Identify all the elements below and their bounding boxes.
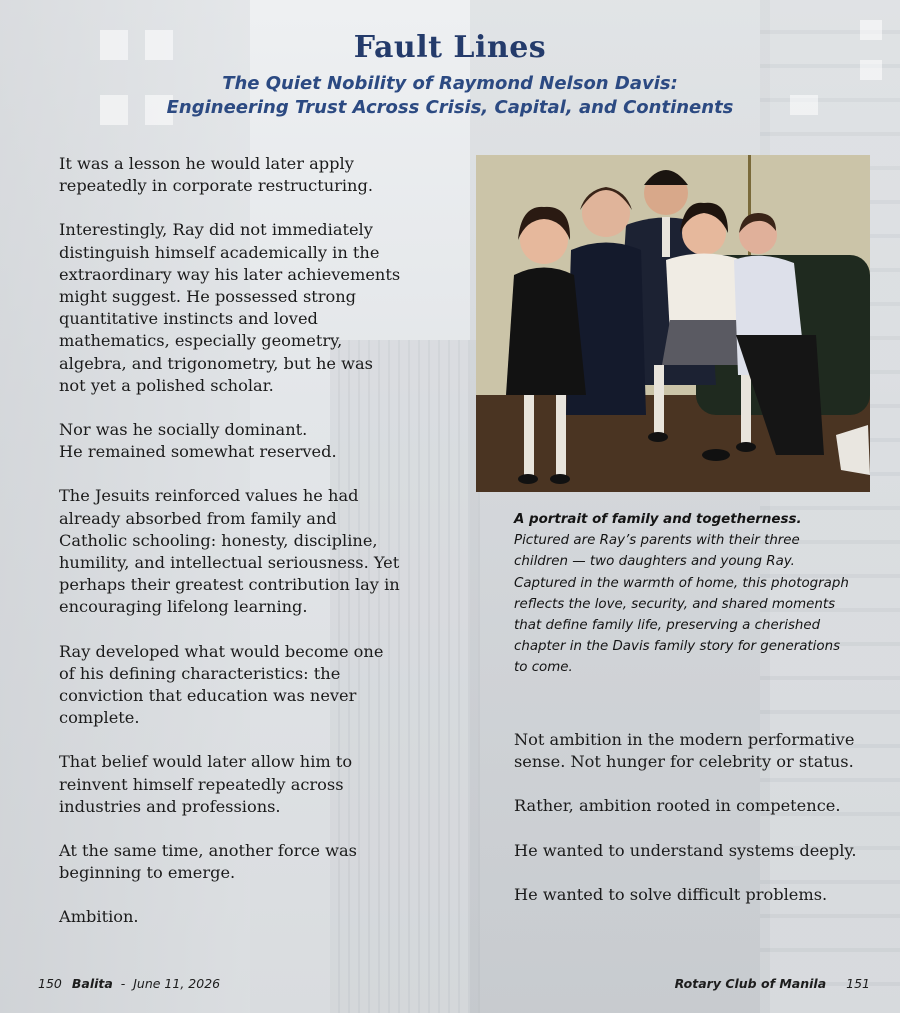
paragraph: At the same time, another force was beginning to emerge. [59,841,357,883]
subtitle-line-2: Engineering Trust Across Crisis, Capital, and Continents [166,97,734,118]
paragraph [59,419,404,463]
footer-left [38,976,220,991]
caption-title: A portrait of family and togetherness. [514,512,802,527]
paragraph-line: Nor was he socially dominant. [59,420,308,440]
left-column [59,153,404,951]
paragraph: He wanted to solve difficult problems. [514,884,828,904]
paragraph: Ray developed what would become one of his defining characteristics: the conviction that education was never complete. [59,641,384,728]
paragraph: The Jesuits reinforced values he had already absorbed from family and Catholic schooling: honesty, discipline, humility, and intellectual seriousness. Yet perhaps their greatest contribution lay in encouraging lifelong learning. [59,486,400,617]
left-page-number: 150 [38,976,62,991]
caption-body: Pictured are Ray’s parents with their three children — two daughters and young Ray. Captured in the warmth of home, this photograph reflects the love, security, and shared moments that define family life, preserving a cherished chapter in the Davis family story for generations to come. [514,533,849,676]
article-subtitle [0,72,900,120]
photo-caption [514,509,854,679]
family-photo-illustration [476,155,870,492]
paragraph-line: He remained somewhat reserved. [59,442,337,462]
paragraph: Rather, ambition rooted in competence. [514,796,841,816]
article-title: Fault Lines [353,30,547,65]
paragraph: Not ambition in the modern performative sense. Not hunger for celebrity or status. [514,730,855,772]
right-column [514,729,859,928]
right-page-number: 151 [846,976,870,991]
issue-date: June 11, 2026 [133,976,221,991]
footer-right [675,976,870,991]
paragraph: It was a lesson he would later apply repeatedly in corporate restructuring. [59,154,373,196]
subtitle-line-1: The Quiet Nobility of Raymond Nelson Davis: [222,73,678,94]
paragraph: Interestingly, Ray did not immediately distinguish himself academically in the extraordinary way his later achievements might suggest. He possessed strong quantitative instincts and loved mathematics, especially geometry, algebra, and trigonometry, but he was not yet a polished scholar. [59,220,401,395]
organization-name: Rotary Club of Manila [674,976,827,991]
paragraph: Ambition. [59,907,139,927]
footer-separator: - [120,976,126,991]
family-photo [476,155,870,492]
publication-name: Balita [71,976,113,991]
paragraph: He wanted to understand systems deeply. [514,840,857,860]
paragraph: That belief would later allow him to reinvent himself repeatedly across industries and professions. [59,752,353,816]
